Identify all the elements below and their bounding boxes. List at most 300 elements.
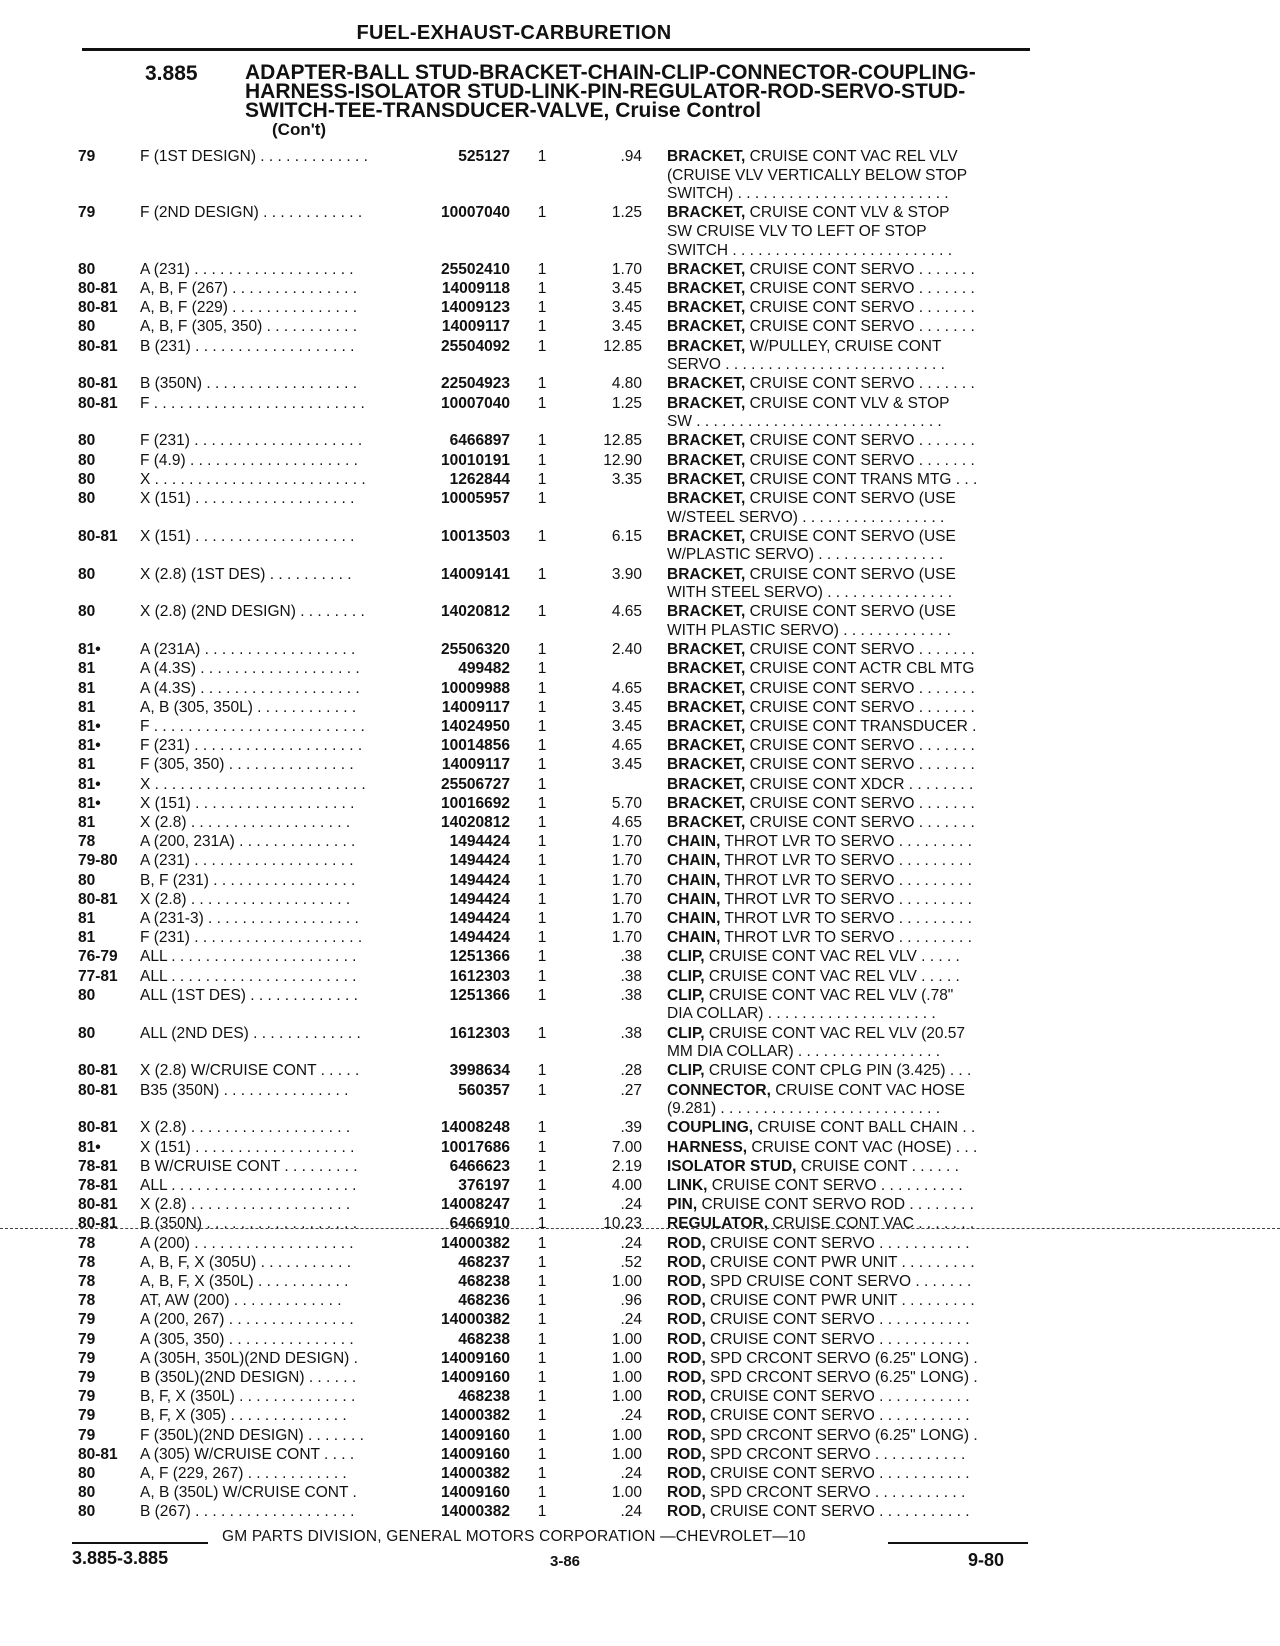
quantity-cell: 1 <box>537 1253 547 1271</box>
part-number-cell: 10016692 <box>441 794 510 812</box>
parts-row <box>0 680 1280 699</box>
description-cell <box>667 1082 1039 1119</box>
price-cell: 1.00 <box>611 1273 642 1290</box>
parts-row <box>0 338 1280 375</box>
part-number-cell: 468238 <box>458 1330 510 1348</box>
year-cell: 81 <box>78 756 96 774</box>
quantity-cell: 1 <box>537 756 547 774</box>
year-cell: 79 <box>78 148 96 165</box>
model-cell: B, F (231) . . . . . . . . . . . . . . . . . <box>140 871 356 889</box>
model-cell: X (2.8) . . . . . . . . . . . . . . . . . . . <box>140 1119 351 1137</box>
quantity-cell: 1 <box>537 641 547 659</box>
part-number-cell: 6466623 <box>449 1157 510 1175</box>
part-description: CRUISE CONT SERVO . . . . . . . . . . <box>707 1177 963 1194</box>
part-description: CRUISE CONT SERVO . . . . . . . <box>745 679 975 697</box>
parts-row <box>0 1119 1280 1138</box>
model-cell: X (151) . . . . . . . . . . . . . . . . . . . <box>140 794 355 812</box>
price-cell: 2.40 <box>611 641 642 659</box>
part-description: SPD CRCONT SERVO . . . . . . . . . . . <box>705 1484 966 1502</box>
description-cell <box>667 1388 1039 1407</box>
parts-row <box>0 395 1280 432</box>
model-cell: F (305, 350) . . . . . . . . . . . . . . . <box>140 756 354 774</box>
year-cell: 80 <box>78 1503 96 1521</box>
model-cell: A (4.3S) . . . . . . . . . . . . . . . . . . . <box>140 679 360 697</box>
model-cell: X . . . . . . . . . . . . . . . . . . . . . . . . . <box>140 470 366 488</box>
part-description: THROT LVR TO SERVO . . . . . . . . . <box>720 910 972 927</box>
description-cell <box>667 432 1039 451</box>
price-cell: 1.70 <box>611 871 642 889</box>
quantity-cell: 1 <box>537 1119 547 1137</box>
description-cell <box>667 872 1039 891</box>
year-cell: 80-81 <box>78 890 118 908</box>
model-cell: A, F (229, 267) . . . . . . . . . . . . <box>140 1465 347 1482</box>
part-number-cell: 14009160 <box>441 1349 510 1367</box>
parts-row <box>0 891 1280 910</box>
parts-row <box>0 718 1280 737</box>
price-cell: 12.85 <box>603 432 642 450</box>
model-cell: A, B, F (305, 350) . . . . . . . . . . . <box>140 318 358 336</box>
part-description: CRUISE CONT SERVO . . . . . . . . . . . <box>705 1407 970 1425</box>
part-number-cell: 1494424 <box>449 871 510 889</box>
year-cell: 80 <box>78 260 96 278</box>
quantity-cell: 1 <box>537 527 547 545</box>
footer-division: GM PARTS DIVISION, GENERAL MOTORS CORPORATION —CHEVROLET—10 <box>222 1528 806 1545</box>
part-description: CRUISE CONT SERVO . . . . . . . <box>745 698 975 716</box>
year-cell: 80 <box>78 1465 96 1482</box>
parts-row <box>0 737 1280 756</box>
price-cell: .24 <box>620 1465 642 1482</box>
price-cell: 12.90 <box>603 451 642 469</box>
parts-row <box>0 660 1280 679</box>
description-cell <box>667 987 1039 1024</box>
part-name: CLIP, <box>667 967 705 985</box>
part-name: BRACKET, <box>667 756 746 774</box>
price-cell: 4.80 <box>611 375 642 393</box>
part-number-cell: 14009118 <box>441 280 510 297</box>
parts-row <box>0 1484 1280 1503</box>
price-cell: 4.65 <box>611 679 642 697</box>
price-cell: 3.35 <box>611 470 642 488</box>
parts-row <box>0 1177 1280 1196</box>
part-description: CRUISE CONT BALL CHAIN . . <box>753 1119 976 1137</box>
price-cell: 1.70 <box>611 929 642 947</box>
footer-rule-right <box>888 1542 1028 1544</box>
year-cell: 80-81 <box>78 375 118 393</box>
year-cell: 79 <box>78 1369 96 1386</box>
part-number-cell: 3998634 <box>449 1062 510 1080</box>
quantity-cell: 1 <box>537 565 547 583</box>
part-name: BRACKET, <box>667 470 746 488</box>
model-cell: A, B, F (267) . . . . . . . . . . . . . . . <box>140 280 358 297</box>
model-cell: X (151) . . . . . . . . . . . . . . . . . . . <box>140 490 355 507</box>
year-cell: 81• <box>78 737 101 755</box>
price-cell: .39 <box>620 1119 642 1137</box>
description-cell <box>667 375 1039 394</box>
price-cell: .52 <box>620 1253 642 1271</box>
part-description: CRUISE CONT SERVO . . . . . . . . . . . <box>705 1330 970 1348</box>
part-number-cell: 1251366 <box>449 948 510 966</box>
part-name: CHAIN, <box>667 871 721 889</box>
part-number-cell: 1494424 <box>449 890 510 908</box>
model-cell: ALL . . . . . . . . . . . . . . . . . . . . . . <box>140 967 357 985</box>
parts-row <box>0 432 1280 451</box>
part-description: CRUISE CONT SERVO . . . . . . . <box>745 451 975 469</box>
part-number-cell: 14000382 <box>441 1234 510 1252</box>
part-name: BRACKET, <box>667 660 746 678</box>
description-cell <box>667 680 1039 699</box>
year-cell: 81 <box>78 660 96 678</box>
quantity-cell: 1 <box>537 470 547 488</box>
part-number-cell: 499482 <box>458 660 510 678</box>
part-number-cell: 468237 <box>458 1253 510 1271</box>
price-cell: 10.23 <box>603 1215 642 1233</box>
part-description: CRUISE CONT SERVO ROD . . . . . . . . <box>697 1196 974 1214</box>
part-number-cell: 14009117 <box>441 698 510 716</box>
price-cell: .96 <box>620 1292 642 1310</box>
part-name: CHAIN, <box>667 929 721 947</box>
part-name: BRACKET, <box>667 490 746 507</box>
year-cell: 78-81 <box>78 1157 118 1175</box>
year-cell: 78 <box>78 1292 96 1310</box>
part-number-cell: 25506727 <box>441 775 510 793</box>
part-number-cell: 14008248 <box>441 1119 510 1137</box>
model-cell: B (350L)(2ND DESIGN) . . . . . . <box>140 1369 357 1386</box>
price-cell: 5.70 <box>611 794 642 812</box>
parts-row <box>0 1369 1280 1388</box>
part-number-cell: 10009988 <box>441 679 510 697</box>
part-number-cell: 1612303 <box>449 967 510 985</box>
year-cell: 80-81 <box>78 280 118 297</box>
part-name: ISOLATOR STUD, <box>667 1157 797 1175</box>
part-number-cell: 10014856 <box>441 737 510 755</box>
description-cell <box>667 756 1039 775</box>
quantity-cell: 1 <box>537 986 547 1004</box>
year-cell: 81 <box>78 814 96 831</box>
description-cell <box>667 338 1039 375</box>
description-cell <box>667 795 1039 814</box>
quantity-cell: 1 <box>537 432 547 450</box>
model-cell: A (231A) . . . . . . . . . . . . . . . . . . <box>140 641 356 659</box>
price-cell: .94 <box>620 148 642 165</box>
parts-row <box>0 641 1280 660</box>
part-name: BRACKET, <box>667 148 746 165</box>
footer-date: 9-80 <box>968 1550 1005 1570</box>
part-name: COUPLING, <box>667 1119 754 1137</box>
description-cell <box>667 1273 1039 1292</box>
parts-row <box>0 987 1280 1024</box>
quantity-cell: 1 <box>537 1273 547 1290</box>
model-cell: A (231) . . . . . . . . . . . . . . . . . . . <box>140 852 354 870</box>
parts-row <box>0 1158 1280 1177</box>
parts-row <box>0 375 1280 394</box>
model-cell: A (4.3S) . . . . . . . . . . . . . . . . . . . <box>140 660 360 678</box>
part-name: BRACKET, <box>667 698 746 716</box>
price-cell: 4.65 <box>611 737 642 755</box>
model-cell: A, B (305, 350L) . . . . . . . . . . . . <box>140 698 357 716</box>
description-cell <box>667 471 1039 490</box>
year-cell: 80 <box>78 1024 96 1042</box>
description-cell <box>667 566 1039 603</box>
parts-row <box>0 299 1280 318</box>
description-cell <box>667 948 1039 967</box>
parts-row <box>0 1082 1280 1119</box>
model-cell: X (2.8) . . . . . . . . . . . . . . . . . . . <box>140 814 351 831</box>
quantity-cell: 1 <box>537 299 547 317</box>
part-description: CRUISE CONT SERVO . . . . . . . . . . . <box>705 1311 970 1329</box>
year-cell: 80-81 <box>78 337 118 355</box>
year-cell: 80 <box>78 871 96 889</box>
quantity-cell: 1 <box>537 1138 547 1156</box>
model-cell: ALL . . . . . . . . . . . . . . . . . . . . . . <box>140 1177 357 1194</box>
quantity-cell: 1 <box>537 871 547 889</box>
price-cell: 3.45 <box>611 756 642 774</box>
price-cell: 7.00 <box>611 1138 642 1156</box>
parts-row <box>0 910 1280 929</box>
model-cell: X . . . . . . . . . . . . . . . . . . . . . . . . . <box>140 775 366 793</box>
description-cell <box>667 280 1039 299</box>
price-cell: 4.00 <box>611 1177 642 1194</box>
parts-row <box>0 1025 1280 1062</box>
part-number-cell: 14009141 <box>441 565 510 583</box>
quantity-cell: 1 <box>537 775 547 793</box>
parts-row <box>0 1215 1280 1234</box>
year-cell: 80 <box>78 565 96 583</box>
price-cell: 6.15 <box>611 527 642 545</box>
model-cell: A (305) W/CRUISE CONT . . . . <box>140 1445 355 1463</box>
parts-row <box>0 261 1280 280</box>
part-description: THROT LVR TO SERVO . . . . . . . . . <box>720 929 972 947</box>
part-number-cell: 14009123 <box>441 299 510 317</box>
part-number-cell: 10013503 <box>441 527 510 545</box>
section-title: ADAPTER-BALL STUD-BRACKET-CHAIN-CLIP-CONNECTOR-COUPLING-HARNESS-ISOLATOR STUD-LINK-PIN-REGULATOR-ROD-SERVO-STUD-SWITCH-TEE-TRANSDUCER-VALVE, Cruise Control <box>245 61 976 122</box>
price-cell: 1.00 <box>611 1388 642 1406</box>
year-cell: 79-80 <box>78 852 118 870</box>
price-cell: 1.00 <box>611 1330 642 1348</box>
year-cell: 80-81 <box>78 1119 118 1137</box>
price-cell: .38 <box>620 1024 642 1042</box>
description-cell <box>667 528 1039 565</box>
model-cell: X (2.8) . . . . . . . . . . . . . . . . . . . <box>140 890 351 908</box>
quantity-cell: 1 <box>537 1196 547 1214</box>
model-cell: A (200, 231A) . . . . . . . . . . . . . . <box>140 833 356 851</box>
part-description: CRUISE CONT SERVO . . . . . . . <box>745 432 975 450</box>
parts-row <box>0 1503 1280 1522</box>
part-number-cell: 10007040 <box>441 394 510 412</box>
parts-row <box>0 795 1280 814</box>
part-description: CRUISE CONT SERVO (USE W/STEEL SERVO) . . . . . . . . . . . . . . . . . <box>667 490 956 526</box>
quantity-cell: 1 <box>537 737 547 755</box>
model-cell: F (350L)(2ND DESIGN) . . . . . . . <box>140 1426 364 1444</box>
quantity-cell: 1 <box>537 337 547 355</box>
year-cell: 77-81 <box>78 967 118 985</box>
parts-row <box>0 1273 1280 1292</box>
part-description: CRUISE CONT VLV & STOP SW . . . . . . . . . . . . . . . . . . . . . . . . . . . . . <box>667 394 950 431</box>
part-number-cell: 6466897 <box>449 432 510 450</box>
part-description: CRUISE CONT SERVO . . . . . . . <box>745 641 975 659</box>
quantity-cell: 1 <box>537 929 547 947</box>
part-number-cell: 1262844 <box>449 470 510 488</box>
description-cell <box>667 1158 1039 1177</box>
model-cell: F . . . . . . . . . . . . . . . . . . . . . . . . . <box>140 718 365 735</box>
price-cell: 1.00 <box>611 1369 642 1386</box>
quantity-cell: 1 <box>537 1330 547 1348</box>
part-description: CRUISE CONT SERVO . . . . . . . . . . . <box>705 1234 970 1252</box>
year-cell: 80-81 <box>78 1196 118 1214</box>
description-cell <box>667 1177 1039 1196</box>
year-cell: 78 <box>78 1234 96 1252</box>
part-description: CRUISE CONT VAC REL VLV (.78" DIA COLLAR) . . . . . . . . . . . . . . . . . . . . <box>667 986 954 1023</box>
description-cell <box>667 776 1039 795</box>
part-description: W/PULLEY, CRUISE CONT SERVO . . . . . . . . . . . . . . . . . . . . . . . . . . <box>667 337 945 374</box>
year-cell: 80-81 <box>78 299 118 317</box>
parts-row <box>0 929 1280 948</box>
description-cell <box>667 1446 1039 1465</box>
part-description: CRUISE CONT SERVO . . . . . . . <box>745 756 975 774</box>
quantity-cell: 1 <box>537 1177 547 1194</box>
part-name: BRACKET, <box>667 451 746 469</box>
year-cell: 78 <box>78 1253 96 1271</box>
description-cell <box>667 299 1039 318</box>
parts-row <box>0 318 1280 337</box>
description-cell <box>667 452 1039 471</box>
parts-row <box>0 1388 1280 1407</box>
year-cell: 79 <box>78 1388 96 1406</box>
quantity-cell: 1 <box>537 718 547 735</box>
quantity-cell: 1 <box>537 794 547 812</box>
quantity-cell: 1 <box>537 603 547 621</box>
model-cell: A (200) . . . . . . . . . . . . . . . . . . . <box>140 1234 354 1252</box>
description-cell <box>667 1254 1039 1273</box>
part-number-cell: 14009117 <box>441 318 510 336</box>
part-number-cell: 14009117 <box>441 756 510 774</box>
part-description: THROT LVR TO SERVO . . . . . . . . . <box>720 833 972 851</box>
quantity-cell: 1 <box>537 394 547 412</box>
price-cell: .24 <box>620 1503 642 1521</box>
price-cell: .24 <box>620 1407 642 1425</box>
part-number-cell: 1612303 <box>449 1024 510 1042</box>
model-cell: ALL . . . . . . . . . . . . . . . . . . . . . . <box>140 948 357 966</box>
quantity-cell: 1 <box>537 1407 547 1425</box>
price-cell: .28 <box>620 1062 642 1080</box>
description-cell <box>667 603 1039 640</box>
part-description: THROT LVR TO SERVO . . . . . . . . . <box>720 871 972 889</box>
model-cell: F (2ND DESIGN) . . . . . . . . . . . . <box>140 204 363 222</box>
part-number-cell: 14020812 <box>441 603 510 621</box>
year-cell: 79 <box>78 1311 96 1329</box>
part-number-cell: 14000382 <box>441 1311 510 1329</box>
parts-row <box>0 1254 1280 1273</box>
description-cell <box>667 395 1039 432</box>
part-number-cell: 14009160 <box>441 1445 510 1463</box>
part-name: ROD, <box>667 1349 706 1367</box>
quantity-cell: 1 <box>537 679 547 697</box>
part-number-cell: 14009160 <box>441 1369 510 1386</box>
part-description: THROT LVR TO SERVO . . . . . . . . . <box>720 890 972 908</box>
price-cell: .24 <box>620 1311 642 1329</box>
part-number-cell: 14000382 <box>441 1407 510 1425</box>
year-cell: 80 <box>78 432 96 450</box>
part-number-cell: 468238 <box>458 1388 510 1406</box>
model-cell: F (1ST DESIGN) . . . . . . . . . . . . . <box>140 148 368 165</box>
description-cell <box>667 1139 1039 1158</box>
parts-row <box>0 490 1280 527</box>
year-cell: 80-81 <box>78 527 118 545</box>
part-number-cell: 468236 <box>458 1292 510 1310</box>
parts-row <box>0 1427 1280 1446</box>
model-cell: X (2.8) . . . . . . . . . . . . . . . . . . . <box>140 1196 351 1214</box>
model-cell: F (231) . . . . . . . . . . . . . . . . . . . . <box>140 432 363 450</box>
year-cell: 81• <box>78 794 101 812</box>
part-description: CRUISE CONT VAC REL VLV . . . . . <box>704 967 960 985</box>
page-title: FUEL-EXHAUST-CARBURETION <box>356 22 672 44</box>
description-cell <box>667 1465 1039 1484</box>
parts-row <box>0 280 1280 299</box>
quantity-cell: 1 <box>537 318 547 336</box>
model-cell: A, B (350L) W/CRUISE CONT . <box>140 1484 357 1502</box>
quantity-cell: 1 <box>537 1388 547 1406</box>
part-number-cell: 525127 <box>458 148 510 165</box>
parts-row <box>0 528 1280 565</box>
part-name: BRACKET, <box>667 337 746 355</box>
description-cell <box>667 204 1039 260</box>
part-number-cell: 1494424 <box>449 852 510 870</box>
description-cell <box>667 490 1039 527</box>
quantity-cell: 1 <box>537 1024 547 1042</box>
price-cell: 2.19 <box>611 1157 642 1175</box>
parts-row <box>0 1331 1280 1350</box>
year-cell: 76-79 <box>78 948 118 966</box>
year-cell: 80 <box>78 490 96 507</box>
price-cell: 3.45 <box>611 299 642 317</box>
part-name: BRACKET, <box>667 318 746 336</box>
quantity-cell: 1 <box>537 1157 547 1175</box>
year-cell: 80 <box>78 451 96 469</box>
parts-row <box>0 948 1280 967</box>
parts-row <box>0 1350 1280 1369</box>
description-cell <box>667 737 1039 756</box>
parts-row <box>0 1196 1280 1215</box>
year-cell: 79 <box>78 1407 96 1425</box>
part-number-cell: 14000382 <box>441 1465 510 1482</box>
price-cell: 1.70 <box>611 890 642 908</box>
parts-row <box>0 566 1280 603</box>
price-cell: .27 <box>620 1081 642 1099</box>
price-cell: 4.65 <box>611 814 642 831</box>
quantity-cell: 1 <box>537 1426 547 1444</box>
part-name: BRACKET, <box>667 565 746 583</box>
description-cell <box>667 1427 1039 1446</box>
part-description: CRUISE CONT SERVO . . . . . . . <box>745 375 975 393</box>
quantity-cell: 1 <box>537 1234 547 1252</box>
quantity-cell: 1 <box>537 204 547 222</box>
part-number-cell: 1494424 <box>449 833 510 851</box>
price-cell: 1.70 <box>611 260 642 278</box>
part-description: CRUISE CONT SERVO (USE W/PLASTIC SERVO) . . . . . . . . . . . . . . . <box>667 527 956 564</box>
price-cell: 1.25 <box>611 204 642 222</box>
part-name: BRACKET, <box>667 432 746 450</box>
part-description: CRUISE CONT XDCR . . . . . . . . <box>745 775 974 793</box>
year-cell: 81• <box>78 718 101 735</box>
part-number-cell: 25506320 <box>441 641 510 659</box>
part-number-cell: 14009160 <box>441 1426 510 1444</box>
model-cell: X (151) . . . . . . . . . . . . . . . . . . . <box>140 527 355 545</box>
part-name: HARNESS, <box>667 1138 748 1156</box>
description-cell <box>667 1331 1039 1350</box>
parts-row <box>0 471 1280 490</box>
part-description: CRUISE CONT VAC REL VLV (20.57 MM DIA COLLAR) . . . . . . . . . . . . . . . . . <box>667 1024 966 1061</box>
quantity-cell: 1 <box>537 375 547 393</box>
price-cell: 3.45 <box>611 718 642 735</box>
